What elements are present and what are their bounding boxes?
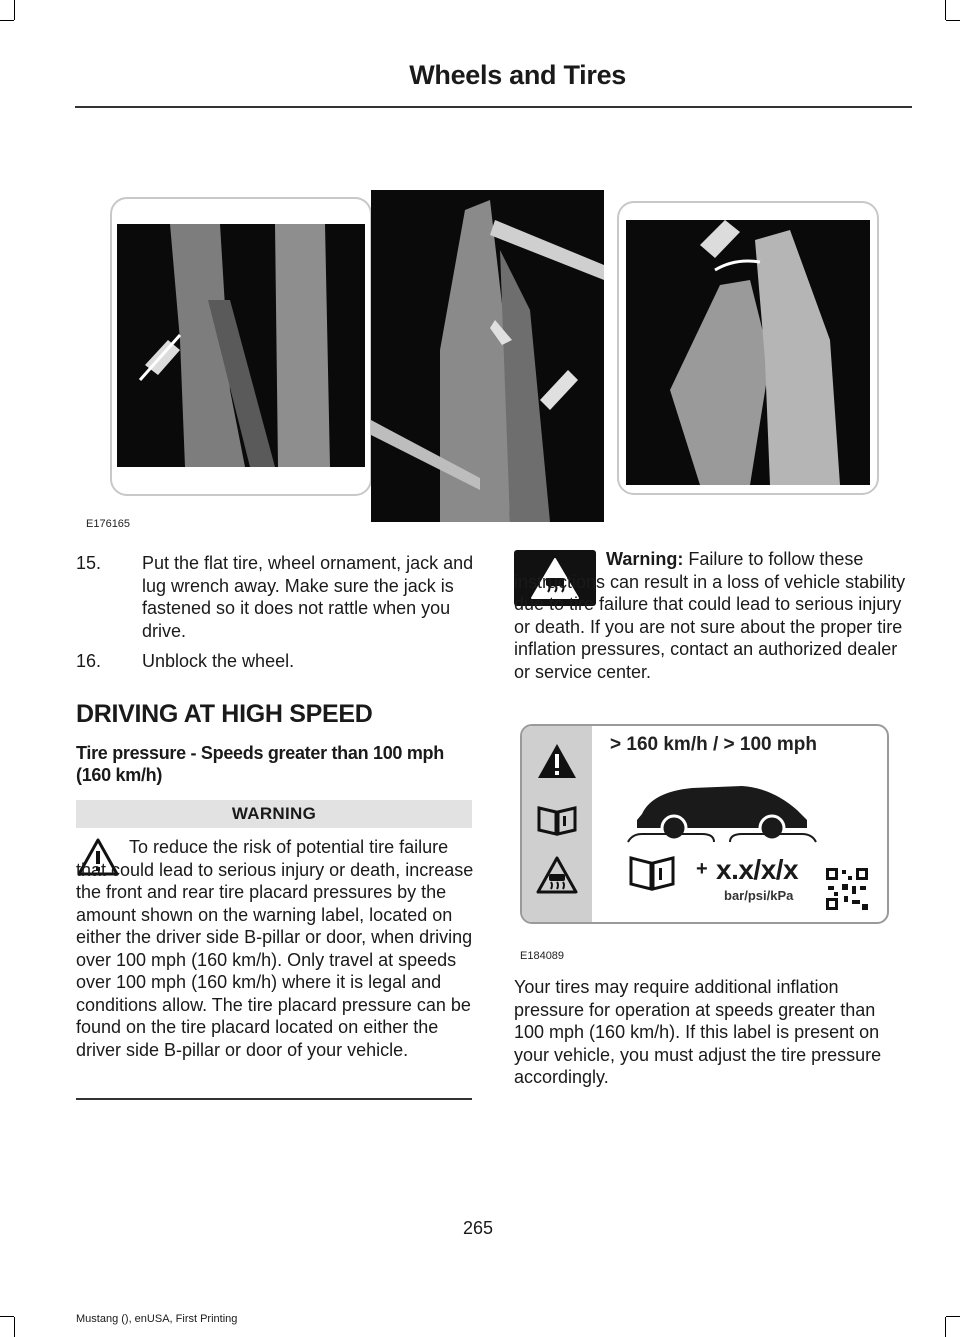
vehicle-stability-warning	[514, 548, 910, 683]
pressure-units: bar/psi/kPa	[724, 888, 794, 903]
step-text: Unblock the wheel.	[142, 651, 295, 671]
list-item	[76, 650, 471, 674]
step-number: 16.	[76, 651, 102, 671]
step-text: Put the flat tire, wheel ornament, jack and lug wrench away. Make sure the jack is fastened so it does not rattle when you drive.	[142, 553, 474, 641]
crop-mark	[0, 1316, 14, 1317]
crop-mark	[14, 1317, 15, 1337]
manual-book-icon	[628, 854, 676, 892]
step-number: 15.	[76, 553, 102, 573]
warning-label: Warning:	[606, 549, 684, 569]
stability-icon	[536, 856, 578, 894]
crop-mark	[945, 1317, 946, 1337]
warning-triangle-icon	[536, 742, 578, 780]
figure-code: E176165	[86, 518, 131, 530]
crop-mark	[14, 0, 15, 20]
section-heading: DRIVING AT HIGH SPEED	[76, 700, 373, 728]
section-title: Wheels and Tires	[409, 60, 626, 90]
header-rule	[75, 106, 912, 108]
body-paragraph: Your tires may require additional inflation pressure for operation at speeds greater than 100 mph (160 km/h). If this label is present on your vehicle, you must adjust the tire pressure accordingly.	[514, 977, 882, 1087]
page-number: 265	[463, 1218, 494, 1238]
warning-text: To reduce the risk of potential tire failure that could lead to serious injury or death, increase the front and rear tire placard pressures by the amount shown on the warning label, located on either the driver side B-pillar or door, when driving over 100 mph (160 km/h). Only travel at speeds over 100 mph (160 km/h) where it is legal and conditions allow. The tire placard pressure can be found on the tire placard located on either the driver side B-pillar or door of your vehicle.	[76, 837, 474, 1060]
car-silhouette-icon	[622, 770, 822, 850]
footer-text: Mustang (), enUSA, First Printing	[76, 1313, 238, 1325]
warning-text: Failure to follow these instructions can result in a loss of vehicle stability due to tire failure that could lead to serious injury or death. If you are not sure about the proper tire inflation pressures, contact an authorized dealer or service center.	[514, 549, 906, 682]
crop-mark	[945, 0, 946, 20]
high-speed-tire-pressure-label	[520, 724, 889, 924]
crop-mark	[946, 1316, 960, 1317]
plus-sign: +	[696, 858, 708, 880]
crop-mark	[946, 20, 960, 21]
list-item	[76, 552, 474, 642]
manual-book-icon	[536, 804, 578, 836]
warning-rule	[76, 1098, 472, 1100]
crop-mark	[0, 20, 14, 21]
pressure-value: x.x/x/x	[716, 854, 799, 885]
qr-code-icon	[824, 866, 870, 912]
speed-threshold-text: > 160 km/h / > 100 mph	[610, 734, 817, 755]
jack-stowage-illustration	[110, 190, 880, 522]
figure-code: E184089	[520, 950, 565, 962]
warning-label: WARNING	[76, 800, 472, 828]
subsection-heading: Tire pressure - Speeds greater than 100 mph (160 km/h)	[76, 743, 444, 785]
